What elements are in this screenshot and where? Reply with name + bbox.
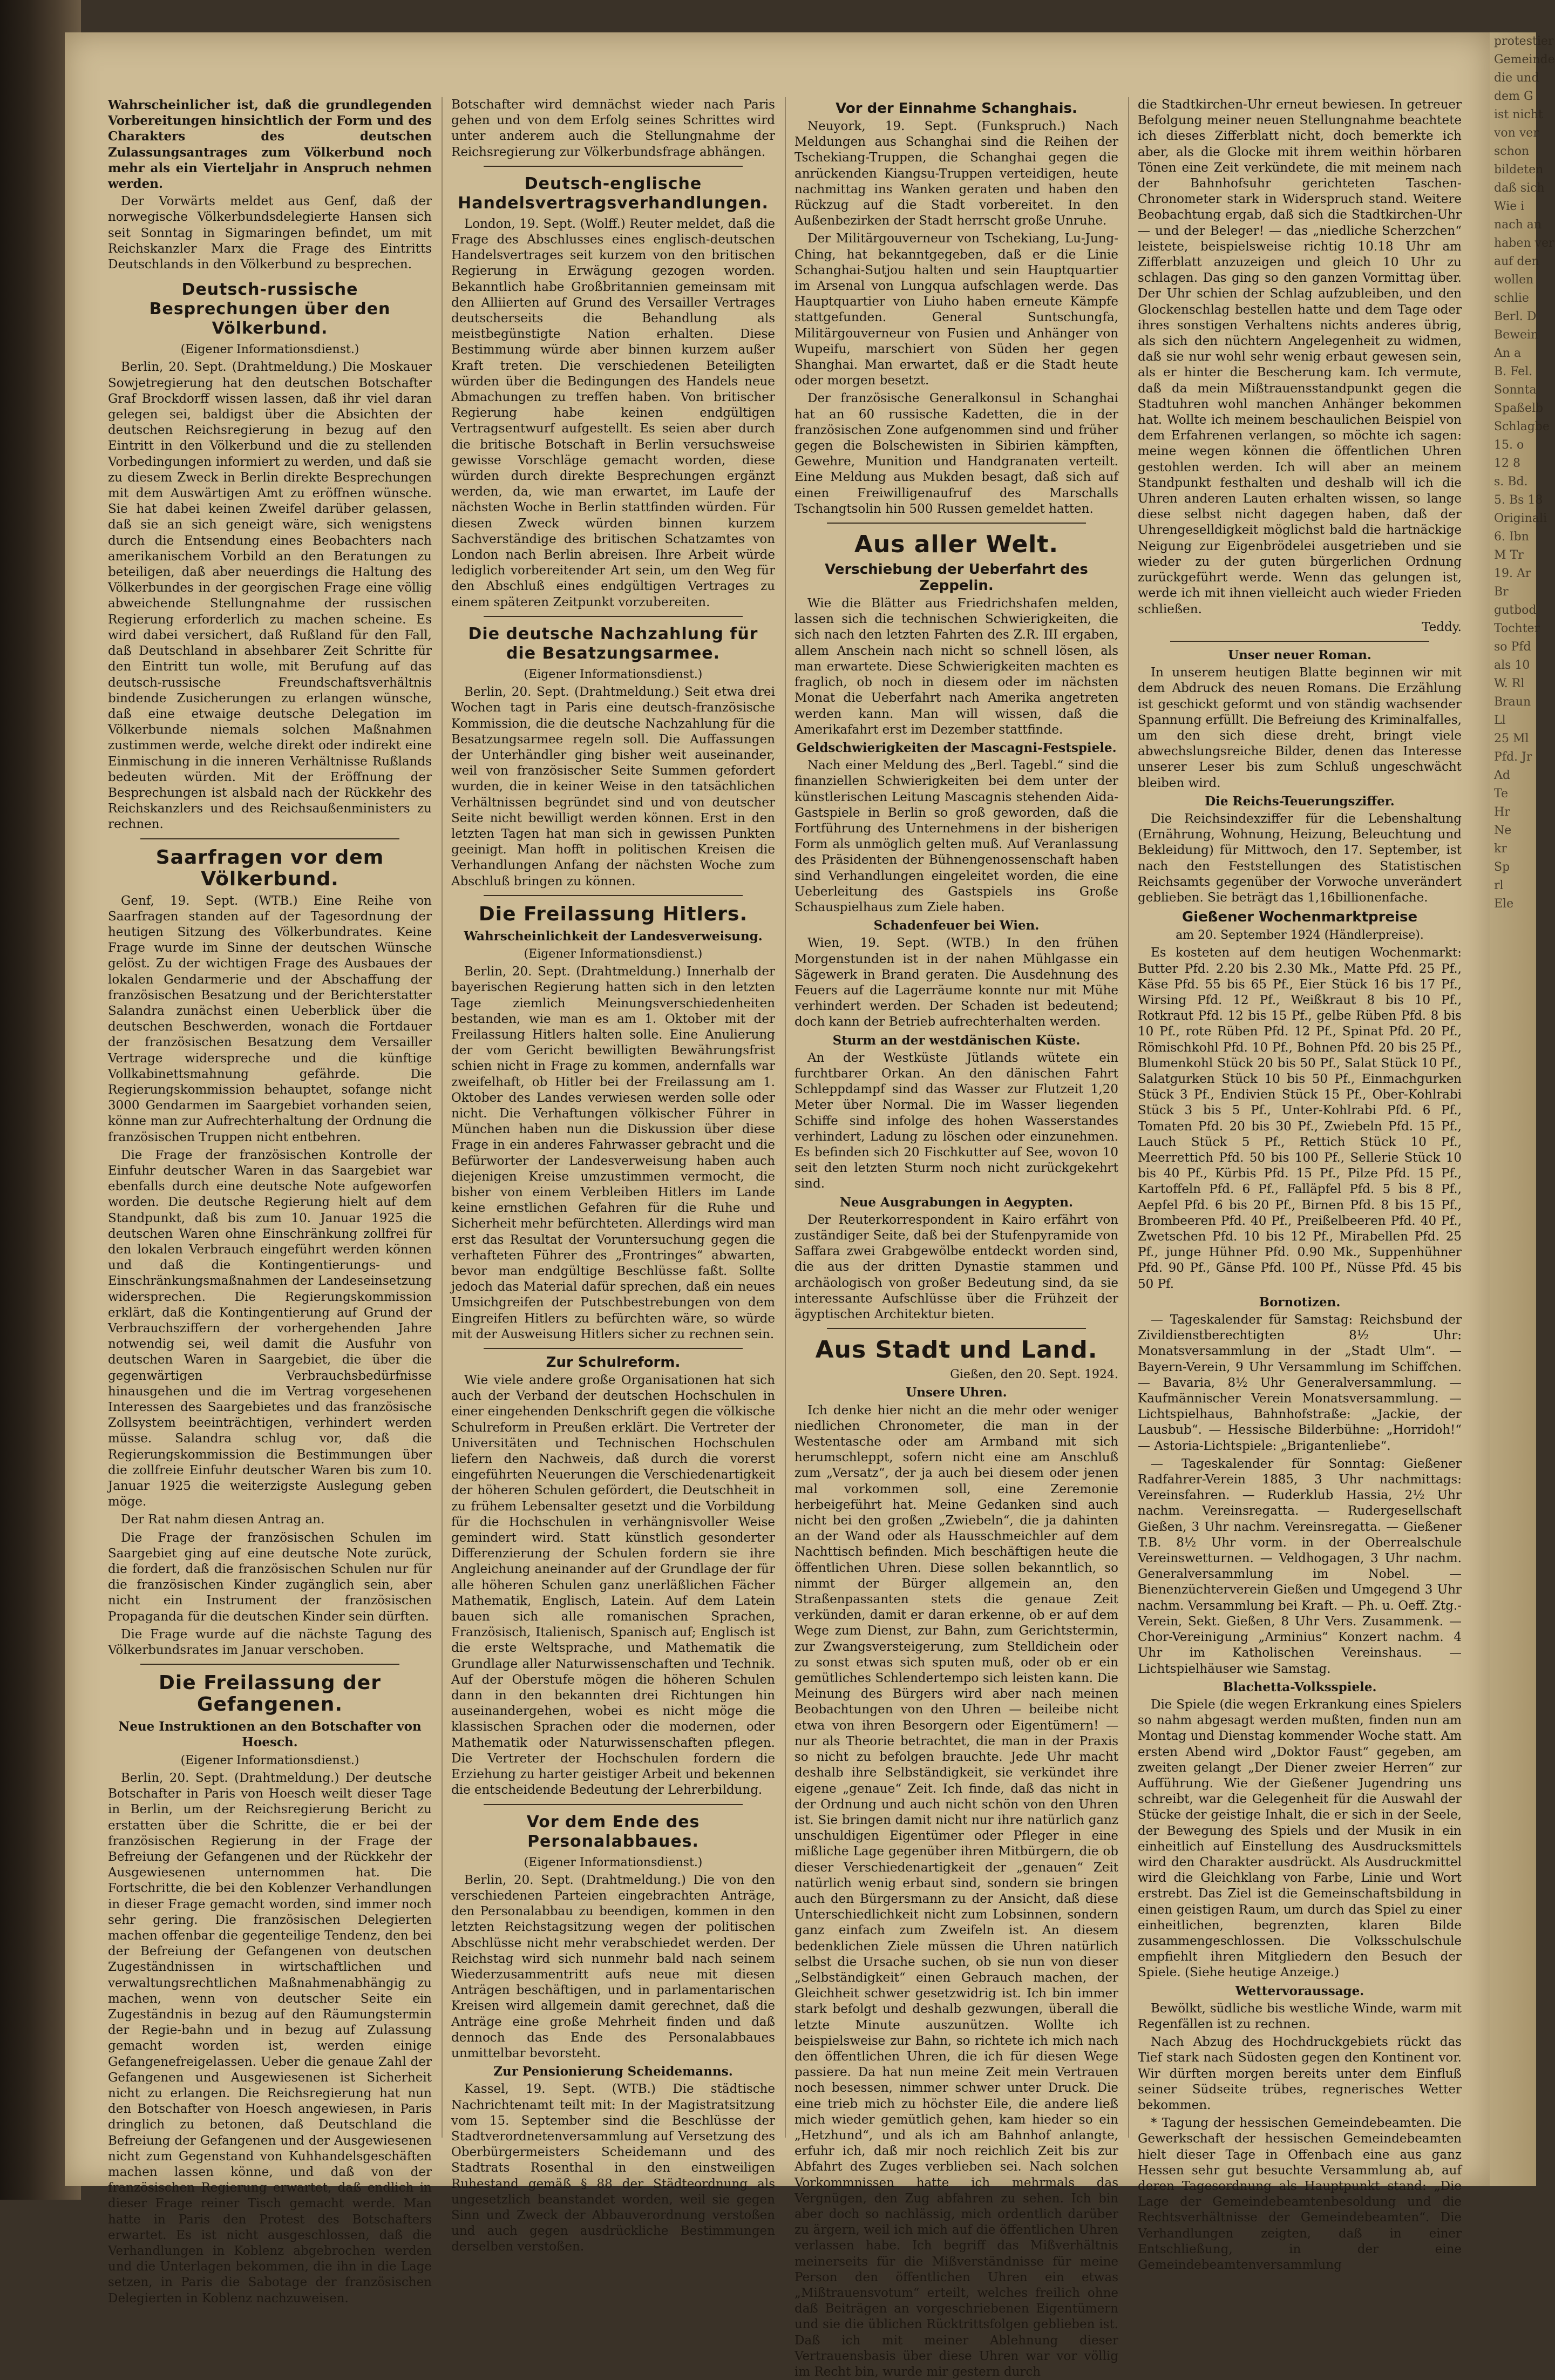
subheadline: Geldschwierigkeiten der Mascagni-Festspiele. [796,740,1117,755]
paragraph: Berlin, 20. Sept. (Drahtmeldung.) Seit etwa drei Wochen tagt in Paris eine deutsch-französische Kommission, die die deutsche Nachzahlung für die Besatzungsarmee regeln soll. Die Auffassungen der Unterhändler ging bisher weit auseinander, weil von französischer Seite Summen gefordert wurden, die in keiner Weise in den tatsächlichen Verhältnissen begründet sind und von deutscher Seite nicht bewilligt werden können. Erst in den letzten Tagen hat man sich in gewissen Punkten geeinigt. Man hofft in politischen Kreisen die Verhandlungen Anfang der nächsten Woche zum Abschluß bringen zu können. [451,685,775,889]
headline-saar: Saarfragen vor dem Völkerbund. [155,846,384,890]
edge-fragment: Braun [1494,695,1531,709]
edge-fragment: ist nicht [1494,108,1543,121]
subheadline: Zur Pensionierung Scheidemanns. [493,2064,733,2079]
section-stadt-und-land: Aus Stadt und Land. [815,1336,1098,1364]
headline-nachzahlung: Die deutsche Nachzahlung für die Besatzungsarmee. [468,624,758,663]
column-rule [1128,97,1129,2138]
edge-text-fragments [1490,32,1555,913]
paragraph: Kassel, 19. Sept. (WTB.) Die städtische Nachrichtenamt teilt mit: In der Magistratsitzung vom 15. September sind die Beschlüsse der Stadtverordnetenversammlung auf Versetzung des Oberbürgermeisters Scheidemann und des Stadtrats Rosenthal in den einstweiligen Ruhestand gemäß § 88 der Städteordnung als ungesetzlich beanstandet worden, weil sie gegen Sinn und Zweck der Abbauverordnung verstoßen und auch gegen ausdrückliche Bestimmungen derselben verstoßen. [451,2082,775,2254]
edge-fragment: Ll [1494,714,1506,727]
paragraph: — Tageskalender für Sonntag: Gießener Radfahrer-Verein 1885, 3 Uhr nachmittags: Vereinsfahren. — Ruderklub Hassia, 2½ Uhr nachm. Vereinsregatta. — Rudergesellschaft Gießen, 3 Uhr nachm. Vereinsregatta. — Gießener T.B. 8½ Uhr vorm. in der Oberrealschule Vereinswetturnen. — Veldhogagen, 3 Uhr nachm. Generalversammlung im Nobel. — Bienenzüchterverein Gießen und Umgegend 3 Uhr nachm. Versammlung bei Kraft. — Ph. u. Oeff. Ztg.-Verein, Sekt. Gießen, 8 Uhr Vers. Zusammenk. — Chor-Vereinigung „Arminius“ Konzert nachm. 4 Uhr im Katholischen Vereinshaus. — Lichtspielhäuser wie Samstag. [1138,1456,1462,1676]
edge-fragment: Spaßelb [1494,402,1544,415]
divider [827,523,1086,524]
edge-fragment: 25 Ml [1494,732,1529,745]
paragraph: * Tagung der hessischen Gemeindebeamten. Die Gewerkschaft der hessischen Gemeindebeamten hielt dieser Tage in Offenbach eine aus ganz Hessen sehr gut besuchte Versammlung ab, auf deren Tagesordnung als Hauptpunkt stand: „Die Lage der Gemeindebeamtenbesoldung und die Rechtsverhältnisse der Gemeindebeamten“. Die Verhandlungen zeigten, daß in einer Entschließung, in der eine Gemeindebeamtenversammlung [1138,2116,1462,2273]
paragraph: Berlin, 20. Sept. (Drahtmeldung.) Der deutsche Botschafter in Paris von Hoesch weilt dieser Tage in Berlin, um der Reichsregierung Bericht zu erstatten über die Schritte, die er bei der französischen Regierung in der Frage der Befreiung der Gefangenen und der Rückkehr der Ausgewiesenen unternommen hat. Die Fortschritte, die bei den Koblenzer Verhandlungen in dieser Frage gemacht worden, sind immer noch sehr gering. Die französischen Delegierten machen offenbar die gegenteilige Tendenz, den bei der Befreiung der Gefangenen von deutschen Zugeständnissen in wirtschaftlichen und verwaltungsrechtlichen Maßnahmenabhängig zu machen, wenn von deutscher Seite ein Zugeständnis in bezug auf den Räumungstermin der Regie-bahn und in bezug auf Zulassung gemacht worden ist, werden einige Gefangenefreigelassen. Ueber die genaue Zahl der Gefangenen und Ausgewiesenen ist Sicherheit nicht zu erlangen. Die Reichsregierung hat nun den Botschafter von Hoesch angewiesen, in Paris dringlich zu betonen, daß Deutschland die Befreiung der Gefangenen und der Ausgewiesenen nicht zum Gegenstand von Kuhhandelsgeschäften machen lassen könne, und daß von der französischen Regierung erwartet, daß endlich in dieser Frage reiner Tisch gemacht werde. Man hatte in Paris den Protest des Botschafters erwartet. Es ist nicht ausgeschlossen, daß die Verhandlungen in Koblenz abgebrochen werden und die Unterlagen bekommen, die ihn in die Lage setzen, in Paris die Sabotage der französischen Delegierten in Koblenz nachzuweisen. [108,1771,432,2306]
edge-fragment: Pfd. Jr [1494,750,1532,764]
divider [484,1804,743,1805]
paragraph: Die Reichsindexziffer für die Lebenshaltung (Ernährung, Wohnung, Heizung, Beleuchtung und Bekleidung) für Mittwoch, den 17. September, ist nach den Feststellungen des Statistischen Reichsamts gegenüber der Vorwoche unverändert geblieben. Sie beträgt das 1,16billionenfache. [1138,811,1462,905]
divider [484,895,743,896]
edge-fragment: als 10 [1494,659,1530,672]
headline-hitler: Die Freilassung Hitlers. [478,903,748,925]
paragraph: — Tageskalender für Samstag: Reichsbund der Zivildienstberechtigten 8½ Uhr: Monatsversammlung in der „Stadt Ulm“. — Bayern-Verein, 9 Uhr Versammlung im Schiffchen. — Bavaria, 8½ Uhr Generalversammlung. — Kaufmännischer Verein Monatsversammlung. — Lichtspielhaus, Bahnhofstraße: „Jackie, der Lausbub“. — Hessische Bilderbühne: „Horridoh!“ — Astoria-Lichtspiele: „Brigantenliebe“. [1138,1313,1462,1453]
headline-gefangene: Die Freilassung der Gefangenen. [159,1672,381,1716]
edge-fragment: protestier [1494,35,1554,48]
column-3 [795,97,1118,2379]
edge-fragment: 6. Ibn [1494,530,1529,544]
paragraph: Der Militärgouverneur von Tschekiang, Lu-Jung-Ching, hat bekanntgegeben, daß er die Linie Schanghai-Sutjou halten und sein Hauptquartier im Arsenal von Lungqua aufschlagen werde. Das Hauptquartier von Liuho haben erneute Kämpfe stattgefunden. General Suntschungfa, Militärgouverneur von Fusien und Anhänger von Wupeifu, marschiert von Süden her gegen Shanghai. Man erwartet, daß er die Stadt heute oder morgen besetzt. [795,232,1118,388]
headline-russ: Deutsch-russische Besprechungen über den Völkerbund. [149,280,391,338]
edge-fragment: Ne [1494,824,1512,837]
subheadline: Bornotizen. [1259,1294,1341,1310]
edge-fragment: die und [1494,71,1539,85]
edge-fragment: schlie [1494,291,1529,305]
column-rule [442,97,443,2138]
edge-fragment: Sonnta [1494,383,1537,397]
paragraph: Nach Abzug des Hochdruckgebiets rückt das Tief stark nach Südosten gegen den Kontinent vor. Wir dürften morgen bereits unter dem Einfluß seiner Südseite trübes, regnerisches Wetter bekommen. [1138,2035,1462,2112]
subheadline: Die Reichs-Teuerungsziffer. [1205,794,1395,809]
paragraph: Der französische Generalkonsul in Schanghai hat an 60 russische Kadetten, die in der französischen Zone aufgenommen sind und früher gegen die Bolschewisten in Sibirien kämpften, Gewehre, Munition und Handgranaten verteilt. Eine Meldung aus Mukden besagt, daß sich auf einen Freiwilligenaufruf des Marschalls Tschangtsolin hin 500 Russen gemeldet hatten. [795,391,1118,516]
paragraph: In unserem heutigen Blatte beginnen wir mit dem Abdruck des neuen Romans. Die Erzählung ist geschickt geformt und von ständig wachsender Spannung erfüllt. Die Befreiung des Kriminalfalles, um den sich diese dreht, bringt viele abwechslungsreiche Bilder, denen das Interesse unserer Leser bis zum Schluß ungeschwächt bleiben wird. [1138,666,1462,790]
subheadline: Unsere Uhren. [906,1385,1007,1400]
subheadline: Neue Ausgrabungen in Aegypten. [839,1195,1074,1210]
paragraph: Es kosteten auf dem heutigen Wochenmarkt: Butter Pfd. 2.20 bis 2.30 Mk., Matte Pfd. 25 Pf., Käse Pfd. 55 bis 65 Pf., Eier Stück 16 bis 17 Pf., Wirsing Pfd. 12 Pf., Weißkraut 8 bis 10 Pf., Rotkraut Pfd. 12 bis 15 Pf., gelbe Rüben Pfd. 8 bis 10 Pf., rote Rüben Pfd. 12 Pf., Spinat Pfd. 20 Pf., Römischkohl Pfd. 10 Pf., Bohnen Pfd. 20 bis 25 Pf., Blumenkohl Stück 20 bis 50 Pf., Salat Stück 10 Pf., Salatgurken Stück 10 bis 50 Pf., Einmachgurken Stück 3 Pf., Endivien Stück 15 Pf., Ober-Kohlrabi Stück 3 bis 5 Pf., Unter-Kohlrabi Pfd. 6 Pf., Tomaten Pfd. 20 bis 30 Pf., Zwiebeln Pfd. 15 Pf., Lauch Stück 5 Pf., Rettich Stück 10 Pf., Meerrettich Pfd. 50 bis 100 Pf., Sellerie Stück 10 bis 40 Pf., Kürbis Pfd. 15 Pf., Pilze Pfd. 15 Pf., Kartoffeln Pfd. 6 Pf., Falläpfel Pfd. 5 bis 8 Pf., Aepfel Pfd. 6 bis 20 Pf., Birnen Pfd. 8 bis 15 Pf., Brombeeren Pfd. 40 Pf., Preißelbeeren Pfd. 40 Pf., Zwetschen Pfd. 10 bis 12 Pf., Mirabellen Pfd. 25 Pf., junge Hühner Pfd. 0.90 Mk., Suppenhühner Pfd. 90 Pf., Gänse Pfd. 100 Pf., Nüsse Pfd. 45 bis 50 Pf. [1138,946,1462,1291]
paragraph: Neuyork, 19. Sept. (Funkspruch.) Nach Meldungen aus Schanghai sind die Reihen der Tschekiang-Truppen, die Schanghai gegen die anrückenden Kiangsu-Truppen verteidigen, heute nachmittag ins Wanken geraten und haben den Rückzug auf die Stadt vorbereitet. In den Außenbezirken der Stadt herrscht große Unruhe. [795,119,1118,228]
headline-zeppelin: Verschiebung der Ueberfahrt des Zeppelin. [825,561,1088,594]
subheadline: Blachetta-Volksspiele. [1223,1679,1377,1694]
paragraph: Berlin, 20. Sept. (Drahtmeldung.) Die Moskauer Sowjetregierung hat den deutschen Botschafter Graf Brockdorff wissen lassen, daß ihr viel daran gelegen sei, baldigst über die Absichten der deutschen Reichsregierung in bezug auf den Eintritt in den Völkerbund und die zu stellenden Vorbedingungen informiert zu werden, und daß sie zu diesem Zweck in Berlin direkte Besprechungen mit dem Auswärtigen Amt zu eröffnen wünsche. Sie hat dabei keinen Zweifel darüber gelassen, daß sie an sich geneigt wäre, sich wenigstens durch die Entsendung eines Beobachters nach amerikanischem Vorbild an den Beratungen zu beteiligen, daß aber neuerdings die Haltung des Völkerbundes in der georgischen Frage eine völlig abweichende Stellungnahme der russischen Regierung erforderlich zu machen scheine. Es wird dabei versichert, daß Rußland für den Fall, daß Deutschland in absehbarer Zeit Schritte für den Eintritt tun wolle, mit Berufung auf das deutsch-russische Freundschaftsverhältnis bindende Zusicherungen zu erlangen wünsche, daß eine etwaige deutsche Delegation im Völkerbunde niemals solchen Maßnahmen zustimmen werde, welche direkt oder indirekt eine Einmischung in die inneren Verhältnisse Rußlands bedeuten würden. Mit der Eröffnung der Besprechungen ist alsbald nach der Rückkehr des Reichskanzlers und des Reichsaußenministers zu rechnen. [108,360,432,832]
section-aus-aller-welt: Aus aller Welt. [854,531,1059,559]
edge-fragment: 12 8 [1494,457,1520,470]
edge-fragment: Sp [1494,860,1510,874]
edge-fragment: Schlagbe [1494,420,1550,433]
edge-fragment: 19. Ar [1494,567,1531,580]
edge-fragment: dem G [1494,90,1533,103]
edge-fragment: Br [1494,585,1509,599]
edge-fragment: s. Bd. [1494,475,1528,489]
source-line: (Eigener Informationsdienst.) [524,947,703,961]
column-4 [1138,97,1462,2273]
edge-fragment: Bewein [1494,328,1539,342]
subheadline: Wahrscheinlichkeit der Landesverweisung. [464,928,763,944]
divider [484,1348,743,1349]
paragraph: Ich denke hier nicht an die mehr oder weniger niedlichen Chronometer, die man in der Westentasche oder am Armband mit sich herumschleppt, sofern nicht eine am Anschluß zum „Versatz“, der ja auch bei diesem oder jenen mal vorkommen soll, eine Zeremonie herbeigeführt hat. Meine Gedanken sind auch nicht bei den großen „Zwiebeln“, die ja dahinten an der Wand oder als Hausschmeichler auf dem Nachttisch befinden. Mich beschäftigen heute die öffentlichen Uhren. Diese sollen bekanntlich, so nimmt der Bürger allgemein an, den Straßenpassanten stets die genaue Zeit verkünden, damit er daran erkenne, ob er auf dem Wege zum Dienst, zur Bahn, zum Gerichtstermin, zur Zwangsversteigerung, zum Stelldichein oder zu sonst etwas sich sputen muß, oder ob er ein gemütliches Schlendertempo sich leisten kann. Die Meinung des Bürgers wird aber nach meinen Beobachtungen von den Uhren — beileibe nicht etwa von ihren Besorgern oder Eigentümern! — nur als Theorie betrachtet, die man in der Praxis so nicht zu befolgen brauchte. Jede Uhr macht deshalb ihre Selbständigkeit, sie verkündet ihre eigene „genaue“ Zeit. Ich finde, daß das nicht in der Ordnung und auch nicht schön von den Uhren ist. Sie bringen damit nicht nur ihre natürlich ganz unschuldigen Eigentümer oder Pfleger in eine mißliche Lage gegenüber ihren Mitbürgern, die ob dieser Verschiedenartigkeit der „genauen“ Zeit natürlich wenig erbaut sind, sondern sie bringen auch den Bürgersmann zu der Ansicht, daß diese Unterschiedlichkeit nicht zum Lobsinnen, sondern ganz einfach zum Zweifeln ist. An diesem bedenklichen Ziele müssen die Uhren natürlich selbst die Ursache suchen, ob sie nun von dieser „Selbständigkeit“ einen Gebrauch machen, der Gleichheit schwer gesetzwidrig ist. Ich bin immer stark befolgt und deshalb gezwungen, überall die letzte Minute auszunützen. Wollte ich beispielsweise zur Bahn, so richtete ich mich nach den öffentlichen Uhren, die ich für diesen Wege passiere. Da hat nun meine Zeit mein Vertrauen noch besessen, nimmer schwer unter Druck. Die eine trieb mich zu höchster Eile, die andere ließ mich wieder gemütlich gehen, kam hieder so ein „Hetzhund“, und als ich am Bahnhof anlangte, erfuhr ich, daß mir noch reichlich Zeit bis zur Abfahrt des Zuges verblieben sei. Nach solchen Vorkommnissen hatte ich mehrmals das Vergnügen, den Zug abfahren zu sehen. Ich bin aber doch so nachlässig, mich ordentlich darüber zu ärgern, weil ich mich auf die öffentlichen Uhren verlassen habe. Ich begriff das Mißverhältnis meinerseits für die Mißverständnisse für meine Person den öffentlichen Uhren ein etwas „Mißtrauensvotum“ erteilt, welches freilich ohne daß Beiträgen an vorgeschriebenen Eigentümern und sie die üblichen Rücktrittsfolgen geblieben ist. Daß ich mit meiner Ablehnung dieser Vertrauensbasis über diese Uhren war vor völlig im Recht bin, wurde mir gestern durch [795,1403,1118,2379]
paragraph: Wie die Blätter aus Friedrichshafen melden, lassen sich die technischen Schwierigkeiten, die sich nach den letzten Fahrten des Z.R. III ergaben, allem Anschein nach nicht so schnell lösen, als man erwartete. Diese Schwierigkeiten machten es fraglich, ob noch in diesem oder im nächsten Monat die Ueberfahrt nach Amerika angetreten werden kann. Man will wissen, daß die Amerikafahrt erst im Dezember stattfinde. [795,596,1118,737]
paragraph: An der Westküste Jütlands wütete ein furchtbarer Orkan. An den dänischen Fahrt Schleppdampf sind das Wasser zur Flutzeit 1,20 Meter über Normal. Die im Wasser liegenden Schiffe sind infolge des hohen Wasserstandes verhindert, Ladung zu löschen oder einzunehmen. Es befinden sich 20 Fischkutter auf See, wovon 10 seit den letzten Sturm noch nicht zurückgekehrt sind. [795,1050,1118,1191]
edge-fragment: Ad [1494,769,1510,782]
paragraph: Berlin, 20. Sept. (Drahtmeldung.) Innerhalb der bayerischen Regierung hatten sich in den letzten Tage ziemlich Meinungsverschiedenheiten bestanden, wie man es am 1. Oktober mit der Freilassung Hitlers halten solle. Eine Anulierung der vom Gericht bewilligten Bewährungsfrist schien nicht in Frage zu kommen, andernfalls war zweifelhaft, ob Hitler bei der Freilassung am 1. Oktober des Landes verwiesen werden solle oder nicht. Die Verhaftungen völkischer Führer in München haben nun die Diskussion über diese Frage in ein anderes Fahrwasser gebracht und die Befürworter der Landesverweisung haben auch diejenigen Kreise umzustimmen vermocht, die bisher von einem Verbleiben Hitlers im Lande keine ernstlichen Gefahren für die Ruhe und Sicherheit mehr befürchteten. Allerdings wird man erst das Resultat der Voruntersuchung gegen die verhafteten Führer des „Frontringes“ abwarten, bevor man endgültige Beschlüsse faßt. Sollte jedoch das Material dafür sprechen, daß ein neues Umsichgreifen der Putschbestrebungen von dem Eingreifen Hitlers zu befürchten wäre, so würde mit der Ausweisung Hitlers sicher zu rechnen sein. [451,965,775,1341]
edge-fragment: von ver [1494,126,1539,140]
divider [140,838,399,839]
subheadline: Sturm an der westdänischen Küste. [832,1033,1081,1048]
column-rule [785,97,786,2138]
next-page-edge [1490,32,1555,2186]
edge-fragment: Wie i [1494,200,1525,213]
headline-personalabbau: Vor dem Ende des Personalabbaues. [526,1812,700,1851]
paragraph: Wien, 19. Sept. (WTB.) In den frühen Morgenstunden ist in der nahen Mühlgasse ein Sägewerk in Brand geraten. Die Ausdehnung des Feuers auf die Lagerräume konnte nur mit Mühe verhindert werden. Der Schaden ist bedeutend; doch kann der Betrieb aufrechterhalten werden. [795,936,1118,1029]
column-1 [108,97,432,2306]
edge-fragment: bildeten [1494,163,1544,177]
edge-fragment: Tochter [1494,622,1540,635]
headline-handel: Deutsch-englische Handelsvertragsverhandlungen. [458,174,769,213]
paragraph: Die Frage wurde auf die nächste Tagung des Völkerbundsrates im Januar verschoben. [108,1627,432,1658]
subheadline: Schadenfeuer bei Wien. [873,918,1040,933]
paragraph: Die Spiele (die wegen Erkrankung eines Spielers so nahm abgesagt werden mußten, finden nun am Montag und Dienstag kommender Woche statt. Am ersten Abend wird „Doktor Faust“ gegeben, am zweiten gelangt „Der Diener zweier Herren“ zur Aufführung. Wie der Gießener Jugendring uns schreibt, war die Gelegenheit für die Auswahl der Stücke der geistige Inhalt, die er sich in der Seele, der Bewegung des Spiels und der Musik in ein einheitlich auf Einstellung des Ausdrucksmittels wird den Charakter ausdrückt. Als Ausdruckmittel wird die Gleichklang von Farbe, Linie und Wort erstrebt. Das Ziel ist die Gemeinschaftsbildung in einen geistigen Raum, um durch das Spiel zu einer einheitlichen, begrenzten, klaren Bilde zusammengeschlossen. Die Volksschulschule empfiehlt ihren Mitgliedern den Besuch der Spiele. (Siehe heutige Anzeige.) [1138,1697,1462,1980]
edge-fragment: An a [1494,347,1522,360]
paragraph: Der Reuterkorrespondent in Kairo erfährt von zuständiger Seite, daß bei der Stufenpyramide von Saffara zwei Grabgewölbe entdeckt worden sind, die aus der dritten Dynastie stammen und archäologisch von großer Bedeutung sind, da sie interessante Aufschlüsse über die Frühzeit der ägyptischen Architektur bieten. [795,1212,1118,1322]
edge-fragment: wollen [1494,273,1534,287]
edge-fragment: 5. Bs 18 [1494,493,1543,507]
paragraph: Die Frage der französischen Schulen im Saargebiet ging auf eine deutsche Note zurück, die fordert, daß die französischen Schulen nur für die französischen Kinder zugänglich sein, aber nicht ein Instrument der französischen Propaganda für die deutschen Kinder sein dürften. [108,1530,432,1624]
subheadline: am 20. September 1924 (Händlerpreise). [1176,928,1424,942]
paragraph: Wie viele andere große Organisationen hat sich auch der Verband der deutschen Hochschulen in einer eingehenden Denkschrift gegen die völkische Schulreform in Preußen erklärt. Die Vertreter der Universitäten und Technischen Hochschulen liefern den Nachweis, daß durch die vorerst eingeführten Neuerungen die Verschiedenartigkeit der höheren Schulen gefördert, die Deutschheit in zu frühem Lebensalter gesetzt und die Vorbildung für die Hochschulen in verhängnisvoller Weise gemindert wird. Statt künstlich gesonderter Differenzierung der Schulen fordern sie ihre Angleichung aneinander auf der Grundlage der für alle höheren Schulen ganz unerläßlichen Fächer Mathematik, Englisch, Latein. Auf dem Latein bauen sich alle romanischen Sprachen, Französisch, Italienisch, Spanisch auf; Englisch ist die erste Weltsprache, und Mathematik die Grundlage aller Naturwissenschaften und Technik. Auf der Oberstufe mögen die höheren Schulen dann in den bekannten drei Richtungen hin auseinandergehen, wobei es nicht möge die klassischen Sprachen oder die modernen, oder Mathematik oder Naturwissenschaften pflegen. Die Vertreter der Hochschulen fordern die Erziehung zu harter geistiger Arbeit und bekennen die entscheidende Bedeutung der Lehrerbildung. [451,1373,775,1798]
column-2 [451,97,775,2254]
headline-wochenmarkt: Gießener Wochenmarktpreise [1181,909,1418,926]
edge-fragment: nach an [1494,218,1542,232]
edge-fragment: Te [1494,787,1508,801]
paragraph: Nach einer Meldung des „Berl. Tagebl.“ sind die finanziellen Schwierigkeiten bei dem unter der künstlerischen Leitung Mascagnis stehenden Aida-Gastspiele in Berlin so groß geworden, daß die Fortführung des Unternehmens in der bisherigen Form als unmöglich gelten muß. Auf Veranlassung des Präsidenten der Bühnengenossenschaft haben sind Verhandlungen eingeleitet worden, die eine Ueberleitung des Gastspiels ins Große Schauspielhaus zum Ziele haben. [795,758,1118,914]
paragraph: Der Vorwärts meldet aus Genf, daß der norwegische Völkerbundsdelegierte Hansen sich seit Sonntag in Sigmaringen befindet, um mit Reichskanzler Marx die Frage des Eintritts Deutschlands in den Völkerbund zu besprechen. [108,194,432,272]
edge-fragment: auf den [1494,255,1539,268]
newspaper-page [65,32,1490,2379]
paragraph: Genf, 19. Sept. (WTB.) Eine Reihe von Saarfragen standen auf der Tagesordnung der heutigen Sitzung des Völkerbundrates. Keine Frage wurde im Sinne der deutschen Wünsche gelöst. Zu der wichtigen Frage des Ausbaues der lokalen Gendarmerie und der Abschaffung der französischen Besatzung und der Berichterstatter Salandra zunächst einen Ueberblick über die deutschen Beschwerden, wonach die Fortdauer der französischen Besatzung dem Versailler Vertrage widerspreche und die künftige Vollkabinettsmahnung gefährde. Die Regierungskommission behauptet, sofange nicht 3000 Gendarmen im Saargebiet vorhanden seien, könne man zur Aufrechterhaltung der Ordnung die französischen Truppen nicht entbehren. [108,893,432,1144]
paragraph: Bewölkt, südliche bis westliche Winde, warm mit Regenfällen ist zu rechnen. [1138,2001,1462,2031]
dateline: Gießen, den 20. Sept. 1924. [950,1368,1118,1382]
subheadline: Neue Instruktionen an den Botschafter von Hoesch. [118,1719,422,1750]
edge-fragment: kr [1494,842,1507,856]
paragraph: London, 19. Sept. (Wolff.) Reuter meldet, daß die Frage des Abschlusses eines englisch-deutschen Handelsvertrages seit kurzem von den britischen Regierung in Erwägung gezogen worden. Bekanntlich habe Großbritannien gemeinsam mit den Alliierten auf Grund des Versailler Vertrages deutscherseits die Behandlung als meistbegünstigte Nation erhalten. Diese Bestimmung würde aber binnen kurzem außer Kraft treten. Die verschiedenen Beteiligten würden über die Bedingungen des Handels neue Abmachungen zu treffen haben. Von britischer Regierung habe keinen endgültigen Vertragsentwurf aufgestellt. Es seien aber durch die britische Botschaft in Berlin versuchsweise gewisse Vorschläge gemacht worden, diese würden durch direkte Besprechungen ergänzt werden, da, wie man erwartet, im Laufe der nächsten Woche in Berlin stattfinden würden. Für diesen Zweck würden binnen kurzem Sachverständige des britischen Schatzamtes von London nach Berlin abreisen. Ihre Arbeit würde lediglich vorbereitender Art sein, um den Weg für den Abschluß eines endgültigen Vertrages zu einem späteren Zeitpunkt vorzubereiten. [451,216,775,609]
source-line: (Eigener Informationsdienst.) [180,343,359,357]
edge-fragment: Hr [1494,805,1510,819]
subheadline: Unser neuer Roman. [1228,647,1371,662]
edge-fragment: Berl. D [1494,310,1537,323]
edge-fragment: gutbod [1494,604,1537,617]
edge-fragment: haben ver [1494,236,1554,250]
source-line: (Eigener Informationsdienst.) [524,1855,703,1869]
edge-fragment: schon [1494,145,1530,158]
divider [827,1328,1086,1329]
paragraph: Berlin, 20. Sept. (Drahtmeldung.) Die von den verschiedenen Parteien eingebrachten Anträge, den Personalabbau zu beendigen, kommen in den letzten Reichstagsitzung wegen der politischen Abschlüsse nicht mehr verabschiedet werden. Der Reichstag wird sich nunmehr bald nach seinem Wiederzusammentritt aufs neue mit diesen Anträgen beschäftigen, und in parlamentarischen Kreisen wird allgemein damit gerechnet, daß die Anträge eine große Mehrheit finden und daß dennoch das Ende des Personalabbaues unmittelbar bevorsteht. [451,1873,775,2060]
signature: Teddy. [1422,620,1462,634]
paragraph: Der Rat nahm diesen Antrag an. [121,1513,325,1527]
divider [484,616,743,617]
edge-fragment: Ele [1494,897,1514,911]
edge-fragment: B. Fel. [1494,365,1533,378]
edge-fragment: 15. o [1494,438,1524,452]
headline-schulreform: Zur Schulreform. [546,1354,681,1371]
divider [140,1664,399,1665]
article-intro: Wahrscheinlicher ist, daß die grundlegenden Vorbereitungen hinsichtlich der Form und des Charakters des deutschen Zulassungsantrages zum Völkerbund noch mehr als ein Vierteljahr in Anspruch nehmen werden. [108,98,432,192]
edge-fragment: so Pfd [1494,640,1531,654]
paragraph: Die Frage der französischen Kontrolle der Einfuhr deutscher Waren in das Saargebiet war ebenfalls durch eine deutsche Note aufgeworfen worden. Die deutsche Regierung hielt auf dem Standpunkt, daß bis zum 10. Januar 1925 die deutschen Waren ohne Einschränkung zollfrei für den lokalen Verbrauch eingeführt werden können und daß die Kontingentierungs- und Einschränkungsmaßnahmen der Landeseinsetzung widersprechen. Die Regierungskommission erklärt, daß die Kontingentierung auf Grund der Verbrauchsziffern der vorhergehenden Jahre notwendig sei, weil damit die Ausfuhr von deutschen Waren in Saargebiet, die über die gegenwärtigen Verbrauchsbedürfnisse hinausgehen und die im Vertrag vorgesehenen Interessen des Saargebietes und das französische Zollsystem beeinträchtigen, verhindert werden müsse. Salandra schlug vor, daß die Regierungskommission die Bestimmungen über die zollfreie Einfuhr deutscher Waren bis zum 10. Januar 1925 die weiterzigste Auslegung geben möge. [108,1148,432,1509]
edge-fragment: W. Rl [1494,677,1525,690]
edge-fragment: M Tr [1494,548,1524,562]
edge-fragment: Originali [1494,512,1547,525]
edge-fragment: Gemeinde [1494,53,1555,66]
divider [484,166,743,167]
paragraph: Botschafter wird demnächst wieder nach Paris gehen und von dem Erfolg seines Schrittes wird unter anderem auch die Stellungnahme der Reichsregierung zur Völkerbundsfrage abhängen. [451,98,775,159]
subheadline: Wettervoraussage. [1235,1983,1364,1998]
paragraph: die Stadtkirchen-Uhr erneut bewiesen. In getreuer Befolgung meiner neuen Stellungnahme beachtete ich dieses Zifferblatt nicht, doch bemerkte ich aber, als die Glocke mit ihrem weithin hörbaren Tönen eine Zeit verkündete, die mit meinem nach der Bahnhofsuhr gerichteten Taschen-Chronometer stark in Widerspruch stand. Weitere Beobachtung ergab, daß sich die Stadtkirchen-Uhr — und der Beleger! — das „niedliche Scherzchen“ leistete, beispielsweise richtig 10.18 Uhr am Zifferblatt anzuzeigen und gleich 10 Uhr zu schlagen. Das ging so den ganzen Vormittag über. Der Uhr schien der Schlag aufzubleiben, und den Glockenschlag bestellen hatte und dem Tage oder ihres sonstigen Verhaltens nichts anderes übrig, als sich den nüchtern Angelegenheit zu widmen, daß sie nur wohl sehr wenig erbaut gewesen sein, als er hinter die Bescherung kam. Ich vermute, daß da mein Mißtrauensstandpunkt gegen die Stadtuhren wohl manchen Anhänger bekommen hat. Wollte ich meinem beschaulichen Beispiel von dem Erfahrenen verlangen, so möchte ich sagen: meine wegen können die öffentlichen Uhren gestohlen werden. Ich will aber an meinem Standpunkt festhalten und deshalb will ich die Uhren anderen Lauten erhalten wissen, so lange diese selbst nicht dagegen haben, daß der Uhrengeselldigkeit möglichst bald die hartnäckige Neigung zur Eigenbrödelei ausgetrieben und sie wieder zu der guten bürgerlichen Ordnung zurückgeführt werde. Wenn das gelungen ist, werde ich mit ihnen vielleicht auch wieder Frieden schließen. [1138,98,1462,616]
divider [1170,641,1429,642]
edge-fragment: rl [1494,879,1504,892]
headline-schanghai: Vor der Einnahme Schanghais. [836,100,1077,117]
edge-fragment: daß sich [1494,181,1545,195]
source-line: (Eigener Informationsdienst.) [524,667,703,681]
source-line: (Eigener Informationsdienst.) [180,1753,359,1767]
